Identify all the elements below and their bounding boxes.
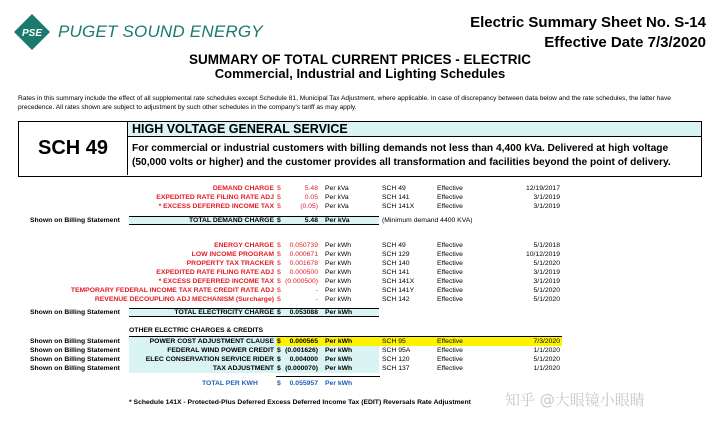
total-unit: Per kVa — [325, 216, 350, 224]
dollar-sign: $ — [277, 308, 281, 316]
total-unit: Per kWh — [325, 308, 353, 316]
schedule-ref: SCH 141Y — [382, 287, 415, 294]
total-per-kwh-label: TOTAL PER KWH — [202, 380, 258, 387]
schedule-ref: SCH 140 — [382, 260, 410, 267]
effective-date-cell: 3/1/2019 — [533, 203, 560, 210]
page-title: SUMMARY OF TOTAL CURRENT PRICES - ELECTRIC — [188, 52, 531, 67]
dollar-sign: $ — [277, 269, 281, 276]
table-row — [0, 203, 720, 211]
pse-logo-icon — [14, 14, 50, 50]
dollar-sign: $ — [277, 296, 281, 303]
charge-label: POWER COST ADJUSTMENT CLAUSE — [149, 337, 274, 345]
effective-date-cell: 3/1/2019 — [533, 269, 560, 276]
charge-label: PROPERTY TAX TRACKER — [186, 260, 274, 267]
schedule-ref: SCH 49 — [382, 185, 406, 192]
billing-statement-note: Shown on Billing Statement — [30, 346, 120, 354]
charge-label: DEMAND CHARGE — [212, 185, 274, 192]
footnote: * Schedule 141X - Protected-Plus Deferred Excess Deferred Income Tax (EDIT) Reversals Rate Adjustment — [129, 399, 471, 406]
table-row — [0, 260, 720, 268]
status: Effective — [437, 269, 463, 276]
status: Effective — [437, 203, 463, 210]
charge-value: - — [315, 296, 318, 303]
dollar-sign: $ — [277, 380, 281, 387]
effective-date-cell: 10/12/2019 — [525, 251, 560, 258]
dollar-sign: $ — [277, 185, 281, 192]
other-charges-header: OTHER ELECTRIC CHARGES & CREDITS — [129, 327, 264, 334]
total-label: TOTAL ELECTRICITY CHARGE — [174, 308, 274, 316]
charge-label: * EXCESS DEFERRED INCOME TAX — [158, 203, 274, 210]
table-row — [0, 269, 720, 277]
charge-unit: Per kVa — [325, 194, 349, 201]
charge-label: ELEC CONSERVATION SERVICE RIDER — [145, 355, 274, 363]
total-value: 0.053088 — [289, 308, 318, 316]
effective-date-cell: 3/1/2019 — [533, 278, 560, 285]
watermark: 知乎 @大眼镜小眼睛 — [505, 391, 645, 409]
dollar-sign: $ — [277, 260, 281, 267]
billing-statement-note: Shown on Billing Statement — [30, 308, 120, 316]
demand-total-row — [0, 217, 720, 225]
charge-label: TEMPORARY FEDERAL INCOME TAX RATE CREDIT RATE ADJ — [70, 287, 274, 294]
schedule-ref: SCH 137 — [382, 364, 410, 372]
table-row — [0, 242, 720, 250]
disclaimer-note: Rates in this summary include the effect of all supplemental rate schedules except Schedule 81, Municipal Tax Adjustment, where applicable. In case of discrepancy between data below and the rate schedules, the latter have precedence. All rates shown are subject to adjustment by such other schedules in the company's tariff as may apply. — [18, 95, 671, 111]
table-row — [0, 185, 720, 193]
charge-value: (0.000500) — [285, 278, 318, 285]
charge-label: ENERGY CHARGE — [214, 242, 274, 249]
company-name: PUGET SOUND ENERGY — [58, 22, 263, 41]
charge-value: - — [315, 287, 318, 294]
effective-date-cell: 1/1/2020 — [533, 346, 560, 354]
dollar-sign: $ — [277, 242, 281, 249]
charge-label: * EXCESS DEFERRED INCOME TAX — [158, 278, 274, 285]
status: Effective — [437, 194, 463, 201]
table-row — [0, 356, 720, 364]
schedule-ref: SCH 141 — [382, 194, 410, 201]
dollar-sign: $ — [277, 355, 281, 363]
charge-unit: Per kWh — [325, 346, 353, 354]
status: Effective — [437, 296, 463, 303]
charge-label: EXPEDITED RATE FILING RATE ADJ — [156, 269, 274, 276]
status: Effective — [437, 364, 463, 372]
table-row — [0, 194, 720, 202]
charge-label: FEDERAL WIND POWER CREDIT — [167, 346, 274, 354]
charge-value: (0.05) — [300, 203, 318, 210]
schedule-ref: SCH 49 — [382, 242, 406, 249]
schedule-ref: SCH 142 — [382, 296, 410, 303]
status: Effective — [437, 346, 463, 354]
total-per-kwh-unit: Per kWh — [325, 380, 353, 387]
charge-value: 0.001678 — [289, 260, 318, 267]
table-row — [0, 278, 720, 286]
schedule-number: SCH 49 — [19, 122, 128, 175]
charge-unit: Per kWh — [325, 364, 353, 372]
dollar-sign: $ — [277, 194, 281, 201]
charge-unit: Per kVa — [325, 203, 349, 210]
charge-unit: Per kWh — [325, 287, 352, 294]
total-per-kwh-value: 0.055957 — [289, 380, 318, 387]
minimum-demand-note: (Minimum demand 4400 KVA) — [382, 216, 473, 224]
dollar-sign: $ — [277, 216, 281, 224]
charge-unit: Per kVa — [325, 185, 349, 192]
schedule-ref: SCH 120 — [382, 355, 410, 363]
charge-unit: Per kWh — [325, 269, 352, 276]
effective-date-cell: 5/1/2018 — [533, 242, 560, 249]
effective-date: Effective Date 7/3/2020 — [544, 34, 706, 51]
charge-unit: Per kWh — [325, 242, 352, 249]
dollar-sign: $ — [277, 364, 281, 372]
charge-value: 0.004000 — [289, 355, 318, 363]
effective-date-cell: 1/1/2020 — [533, 364, 560, 372]
schedule-name: HIGH VOLTAGE GENERAL SERVICE — [128, 122, 701, 137]
effective-date-cell: 12/19/2017 — [525, 185, 560, 192]
charge-unit: Per kWh — [325, 251, 352, 258]
effective-date-cell: 3/1/2019 — [533, 194, 560, 201]
charge-value: (0.001626) — [285, 346, 318, 354]
table-row — [0, 338, 720, 346]
effective-date-cell: 5/1/2020 — [533, 355, 560, 363]
charge-unit: Per kWh — [325, 296, 352, 303]
schedule-ref: SCH 141X — [382, 278, 415, 285]
charge-value: 0.050739 — [289, 242, 318, 249]
effective-date-cell: 7/3/2020 — [533, 337, 560, 345]
schedule-ref: SCH 95A — [382, 346, 411, 354]
total-value: 5.48 — [304, 216, 318, 224]
dollar-sign: $ — [277, 346, 281, 354]
schedule-description: For commercial or industrial customers with billing demands not less than 4,400 kVa. Delivered at high voltage (50,000 volts or higher) and the customer provides all transformation and facilities beyond the point of delivery. — [132, 143, 671, 168]
charge-unit: Per kWh — [325, 260, 352, 267]
effective-date-cell: 5/1/2020 — [533, 260, 560, 267]
charge-value: 0.000500 — [289, 269, 318, 276]
schedule-ref: SCH 129 — [382, 251, 410, 258]
table-row — [0, 251, 720, 259]
table-row — [0, 365, 720, 373]
schedule-ref: SCH 141 — [382, 269, 410, 276]
page-subtitle: Commercial, Industrial and Lighting Schedules — [214, 66, 506, 81]
charge-label: TAX ADJUSTMENT — [212, 364, 274, 372]
charge-value: 0.000671 — [289, 251, 318, 258]
billing-statement-note: Shown on Billing Statement — [30, 337, 120, 345]
schedule-ref: SCH 95 — [382, 337, 406, 345]
billing-statement-note: Shown on Billing Statement — [30, 355, 120, 363]
total-label: TOTAL DEMAND CHARGE — [189, 216, 274, 224]
schedule-ref: SCH 141X — [382, 203, 415, 210]
status: Effective — [437, 287, 463, 294]
effective-date-cell: 5/1/2020 — [533, 296, 560, 303]
dollar-sign: $ — [277, 251, 281, 258]
status: Effective — [437, 185, 463, 192]
table-row — [0, 296, 720, 304]
billing-statement-note: Shown on Billing Statement — [30, 364, 120, 372]
charge-value: (0.000070) — [285, 364, 318, 372]
status: Effective — [437, 278, 463, 285]
charge-label: REVENUE DECOUPLING ADJ MECHANISM (Surcharge) — [94, 296, 274, 303]
energy-total-row — [0, 309, 720, 317]
charge-unit: Per kWh — [325, 278, 352, 285]
status: Effective — [437, 242, 463, 249]
charge-unit: Per kWh — [325, 337, 353, 345]
table-row — [0, 287, 720, 295]
status: Effective — [437, 260, 463, 267]
dollar-sign: $ — [277, 337, 281, 345]
total-divider — [276, 376, 380, 377]
table-row — [0, 347, 720, 355]
logo-mark-text: PSE — [21, 28, 43, 39]
charge-label: LOW INCOME PROGRAM — [191, 251, 274, 258]
status: Effective — [437, 355, 463, 363]
dollar-sign: $ — [277, 203, 281, 210]
dollar-sign: $ — [277, 287, 281, 294]
effective-date-cell: 5/1/2020 — [533, 287, 560, 294]
dollar-sign: $ — [277, 278, 281, 285]
charge-value: 0.05 — [304, 194, 318, 201]
charge-value: 5.48 — [304, 185, 318, 192]
charge-value: 0.000565 — [289, 337, 318, 345]
charge-unit: Per kWh — [325, 355, 353, 363]
company-logo — [14, 14, 264, 50]
charge-label: EXPEDITED RATE FILING RATE ADJ — [156, 194, 274, 201]
sheet-number: Electric Summary Sheet No. S-14 — [470, 14, 706, 31]
billing-statement-note: Shown on Billing Statement — [30, 216, 120, 224]
status: Effective — [437, 337, 463, 345]
status: Effective — [437, 251, 463, 258]
schedule-box — [18, 121, 702, 177]
